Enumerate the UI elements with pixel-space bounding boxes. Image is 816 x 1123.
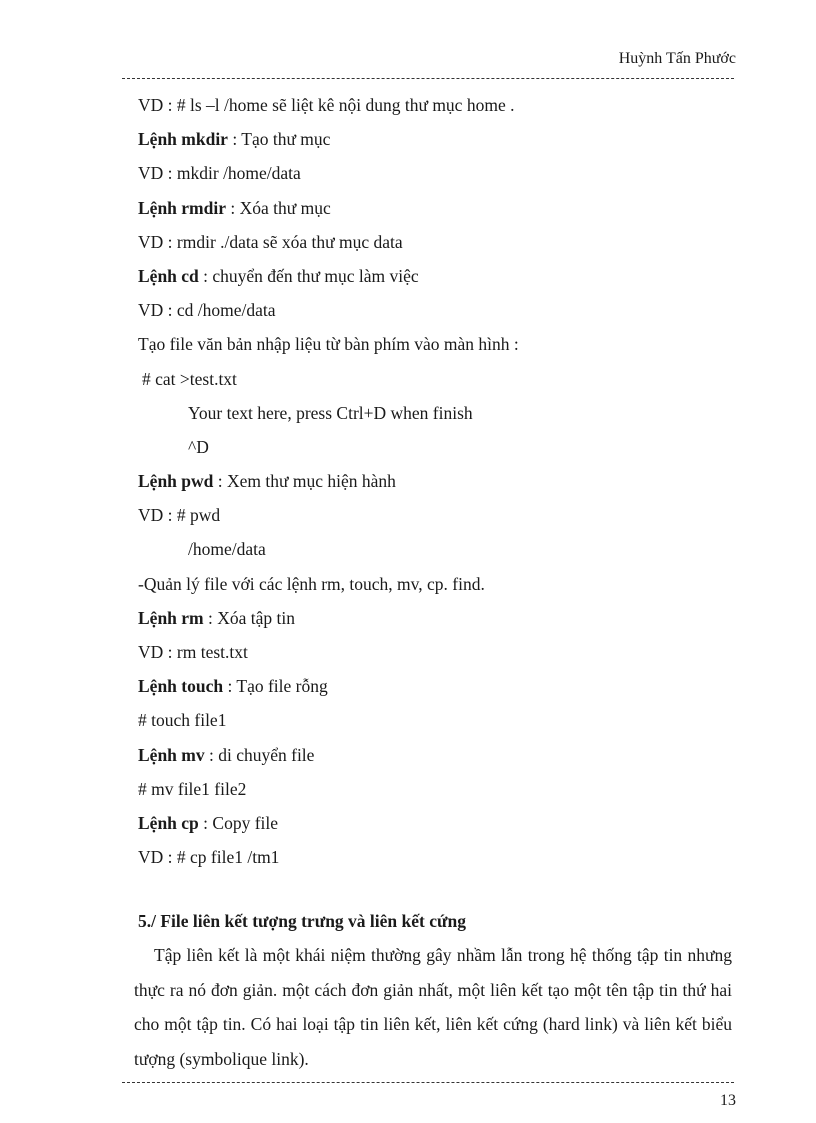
command-description: : Tạo file rỗng bbox=[223, 676, 328, 697]
text-line: Tạo file văn bản nhập liệu từ bàn phím vào màn hình : bbox=[138, 334, 519, 355]
command-description: : Xóa thư mục bbox=[226, 197, 331, 218]
command-name: Lệnh rmdir bbox=[138, 197, 226, 218]
spacer bbox=[138, 874, 738, 904]
command-line-rm bbox=[138, 601, 738, 635]
example-line: VD : rmdir ./data sẽ xóa thư mục data bbox=[138, 231, 403, 252]
command-line-mkdir bbox=[138, 122, 738, 156]
command-description: : Xem thư mục hiện hành bbox=[213, 471, 396, 492]
command-name: Lệnh mkdir bbox=[138, 129, 228, 150]
page-content bbox=[134, 88, 738, 1076]
command-line-rmdir bbox=[138, 191, 738, 225]
command-name: Lệnh mv bbox=[138, 744, 205, 765]
command-name: Lệnh cp bbox=[138, 812, 199, 833]
command-line-cp bbox=[138, 806, 738, 840]
example-line: VD : cd /home/data bbox=[138, 300, 276, 321]
header-author: Huỳnh Tấn Phước bbox=[618, 50, 736, 67]
command-description: : chuyển đến thư mục làm việc bbox=[198, 265, 419, 286]
example-line: VD : mkdir /home/data bbox=[138, 163, 301, 184]
command-description: : Copy file bbox=[198, 812, 279, 833]
footer-divider bbox=[122, 1082, 734, 1083]
command-description: : Tạo thư mục bbox=[227, 129, 331, 150]
section-title: 5./ File liên kết tượng trưng và liên kết cứng bbox=[138, 911, 466, 932]
header-divider bbox=[122, 78, 734, 79]
shell-line: # mv file1 file2 bbox=[138, 778, 247, 799]
command-line-mv bbox=[138, 738, 738, 772]
shell-line: # cat >test.txt bbox=[142, 368, 237, 389]
shell-output-line: /home/data bbox=[188, 539, 266, 560]
example-line: VD : rm test.txt bbox=[138, 642, 248, 662]
command-name: Lệnh pwd bbox=[138, 471, 214, 492]
section-paragraph: Tập liên kết là một khái niệm thường gây nhầm lẫn trong hệ thống tập tin nhưng thực ra nó đơn giản. một cách đơn giản nhất, một liên kết tạo một tên tập tin thứ hai cho một tập tin. Có hai loại tập tin liên kết, liên kết cứng (hard link) và liên kết biểu tượng (symbolique link). bbox=[134, 945, 732, 1069]
command-name: Lệnh cd bbox=[138, 265, 199, 286]
command-description: : di chuyển file bbox=[204, 744, 315, 765]
example-line: VD : # pwd bbox=[138, 505, 221, 526]
command-line-cd bbox=[138, 259, 738, 293]
command-line-touch bbox=[138, 669, 738, 703]
command-description: : Xóa tập tin bbox=[203, 607, 295, 628]
command-line-pwd bbox=[138, 464, 738, 498]
command-name: Lệnh touch bbox=[138, 676, 224, 697]
example-line: VD : # ls –l /home sẽ liệt kê nội dung thư mục home . bbox=[138, 95, 515, 115]
text-line: -Quản lý file với các lệnh rm, touch, mv, cp. find. bbox=[138, 573, 485, 594]
shell-line: # touch file1 bbox=[138, 710, 227, 731]
shell-output-line: ^D bbox=[188, 436, 209, 457]
shell-output-line: Your text here, press Ctrl+D when finish bbox=[188, 402, 473, 423]
page-number: 13 bbox=[720, 1092, 736, 1109]
example-line: VD : # cp file1 /tm1 bbox=[138, 847, 280, 868]
command-name: Lệnh rm bbox=[138, 607, 204, 628]
